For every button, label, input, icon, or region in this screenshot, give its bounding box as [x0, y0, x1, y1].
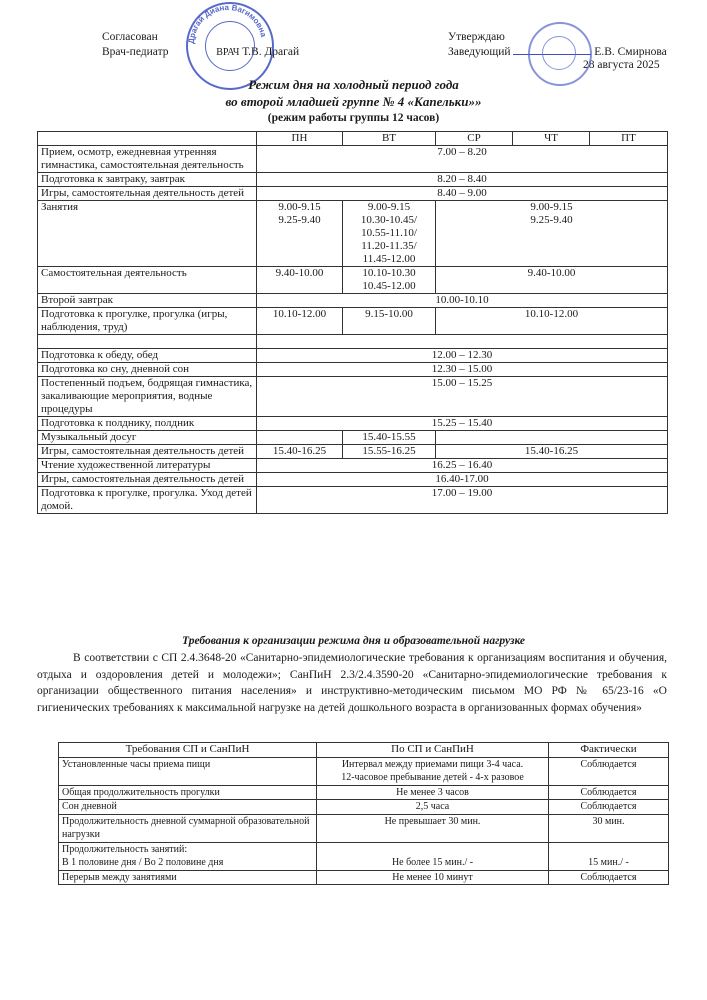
time-cell-tue: 9.15-10.00	[343, 308, 436, 335]
time-cell: 16.40-17.00	[257, 473, 668, 487]
time-cell-wed-fri: 10.10-12.00	[436, 308, 668, 335]
activity-cell: Чтение художественной литературы	[38, 459, 257, 473]
time-cell: 16.25 – 16.40	[257, 459, 668, 473]
time-cell: 10.00-10.10	[257, 294, 668, 308]
time-cell-tue: 15.40-15.55	[343, 431, 436, 445]
norm-cell: Интервал между приемами пищи 3-4 часа. 12-часовое пребывание детей - 4-х разовое	[317, 757, 549, 785]
time-cell-wed-fri	[436, 431, 668, 445]
time-cell: 12.00 – 12.30	[257, 349, 668, 363]
approved-label: Согласован	[102, 31, 158, 43]
activity-cell: Постепенный подъем, бодрящая гимнастика, закаливающие мероприятия, водные процедуры	[38, 377, 257, 417]
norm-cell: Не менее 10 минут	[317, 870, 549, 885]
schedule-row	[38, 445, 668, 459]
requirements-title: Требования к организации режима дня и образовательной нагрузке	[181, 635, 526, 647]
requirements-paragraph: В соответствии с СП 2.4.3648-20 «Санитарно-эпидемиологические требования к организациям воспитания и обучения, отдыха и оздоровления детей и молодежи»; СанПиН 2.3/2.4.3590-20 «Санитарно-эпидемиологические требования к организации общественного питания населения» и инструктивно-методическим письмом МО РФ № 65/23-16 «О гигиенических требованиях к максимальной нагрузке на детей дошкольного возраста в организованных формах обучения»	[37, 652, 667, 714]
actual-cell: Соблюдается	[549, 757, 669, 785]
approve-label: Утверждаю	[448, 31, 505, 43]
time-cell-tue: 10.10-10.30 10.45-12.00	[343, 267, 436, 294]
requirements-row	[59, 800, 669, 815]
time-cell: 15.25 – 15.40	[257, 417, 668, 431]
time-cell-mon: 15.40-16.25	[257, 445, 343, 459]
requirements-header-cell: Требования СП и СанПиН	[59, 743, 317, 758]
pediatrician-signature: Т.В. Драгай	[242, 46, 300, 58]
actual-cell: Соблюдается	[549, 800, 669, 815]
activity-cell: Игры, самостоятельная деятельность детей	[38, 187, 257, 201]
requirements-table	[58, 742, 669, 885]
schedule-row	[38, 294, 668, 308]
actual-cell: Соблюдается	[549, 870, 669, 885]
schedule-row	[38, 173, 668, 187]
time-cell: 8.40 – 9.00	[257, 187, 668, 201]
schedule-header-row	[38, 132, 668, 146]
time-cell: 8.20 – 8.40	[257, 173, 668, 187]
schedule-row	[38, 431, 668, 445]
day-header: ПТ	[590, 132, 668, 146]
time-cell-wed-fri: 9.00-9.15 9.25-9.40	[436, 201, 668, 267]
time-cell-mon: 9.40-10.00	[257, 267, 343, 294]
requirement-cell: Сон дневной	[59, 800, 317, 815]
schedule-row	[38, 459, 668, 473]
actual-cell: 30 мин.	[549, 814, 669, 842]
schedule-row	[38, 201, 668, 267]
stamp-ring-text	[186, 2, 270, 86]
requirements-row	[59, 814, 669, 842]
activity-cell: Музыкальный досуг	[38, 431, 257, 445]
approval-date: 28 августа 2025	[583, 59, 660, 71]
day-header: ЧТ	[513, 132, 590, 146]
actual-cell: Соблюдается	[549, 785, 669, 800]
svg-text:Драгай Диана Вагимовна: Драгай Диана Вагимовна	[186, 2, 269, 45]
page-subtitle: (режим работы группы 12 часов)	[267, 112, 440, 124]
requirement-cell: Установленные часы приема пищи	[59, 757, 317, 785]
requirements-header-row	[59, 743, 669, 758]
left-stamp-label: ВРАЧ	[216, 47, 240, 58]
schedule-row	[38, 267, 668, 294]
requirement-cell: Общая продолжительность прогулки	[59, 785, 317, 800]
activity-cell: Прием, осмотр, ежедневная утренняя гимнастика, самостоятельная деятельность	[38, 146, 257, 173]
schedule-row	[38, 146, 668, 173]
requirements-header-cell: Фактически	[549, 743, 669, 758]
time-cell-mon	[257, 431, 343, 445]
requirement-cell: Продолжительность занятий: В 1 половине дня / Во 2 половине дня	[59, 842, 317, 870]
activity-cell: Игры, самостоятельная деятельность детей	[38, 445, 257, 459]
activity-cell: Занятия	[38, 201, 257, 267]
schedule-row	[38, 187, 668, 201]
time-cell-wed-fri: 15.40-16.25	[436, 445, 668, 459]
time-cell-wed-fri: 9.40-10.00	[436, 267, 668, 294]
time-cell-mon: 10.10-12.00	[257, 308, 343, 335]
activity-cell: Самостоятельная деятельность	[38, 267, 257, 294]
time-cell-tue: 9.00-9.15 10.30-10.45/ 10.55-11.10/ 11.20-11.35/ 11.45-12.00	[343, 201, 436, 267]
page-title: Режим дня на холодный период года во второй младшей группе № 4 «Капельки»»	[225, 77, 482, 109]
requirements-row	[59, 785, 669, 800]
activity-cell: Подготовка к полднику, полдник	[38, 417, 257, 431]
activity-cell: Подготовка к завтраку, завтрак	[38, 173, 257, 187]
time-cell: 15.00 – 15.25	[257, 377, 668, 417]
day-header: СР	[436, 132, 513, 146]
schedule-table	[37, 131, 668, 514]
norm-cell: Не более 15 мин./ -	[317, 842, 549, 870]
day-header: ВТ	[343, 132, 436, 146]
requirements-header-cell: По СП и СанПиН	[317, 743, 549, 758]
activity-cell: Подготовка к прогулке, прогулка. Уход детей домой.	[38, 487, 257, 514]
norm-cell: Не менее 3 часов	[317, 785, 549, 800]
time-cell: 17.00 – 19.00	[257, 487, 668, 514]
activity-cell: Подготовка к обеду, обед	[38, 349, 257, 363]
time-cell: 7.00 – 8.20	[257, 146, 668, 173]
activity-cell: Подготовка ко сну, дневной сон	[38, 363, 257, 377]
time-cell-mon: 9.00-9.15 9.25-9.40	[257, 201, 343, 267]
schedule-row	[38, 487, 668, 514]
norm-cell: 2,5 часа	[317, 800, 549, 815]
activity-cell: Второй завтрак	[38, 294, 257, 308]
schedule-blank-row	[38, 335, 668, 349]
requirement-cell: Перерыв между занятиями	[59, 870, 317, 885]
pediatrician-label: Врач-педиатр	[102, 46, 169, 58]
schedule-row	[38, 363, 668, 377]
activity-cell: Подготовка к прогулке, прогулка (игры, наблюдения, труд)	[38, 308, 257, 335]
actual-cell: 15 мин./ -	[549, 842, 669, 870]
activity-cell: Игры, самостоятельная деятельность детей	[38, 473, 257, 487]
requirements-row	[59, 842, 669, 870]
day-header: ПН	[257, 132, 343, 146]
schedule-row	[38, 308, 668, 335]
schedule-row	[38, 473, 668, 487]
norm-cell: Не превышает 30 мин.	[317, 814, 549, 842]
requirement-cell: Продолжительность дневной суммарной образовательной нагрузки	[59, 814, 317, 842]
requirements-row	[59, 870, 669, 885]
requirements-row	[59, 757, 669, 785]
time-cell: 12.30 – 15.00	[257, 363, 668, 377]
head-signature: Е.В. Смирнова	[594, 46, 667, 58]
time-cell-tue: 15.55-16.25	[343, 445, 436, 459]
head-label: Заведующий	[448, 46, 511, 58]
schedule-row	[38, 417, 668, 431]
schedule-row	[38, 349, 668, 363]
schedule-row	[38, 377, 668, 417]
